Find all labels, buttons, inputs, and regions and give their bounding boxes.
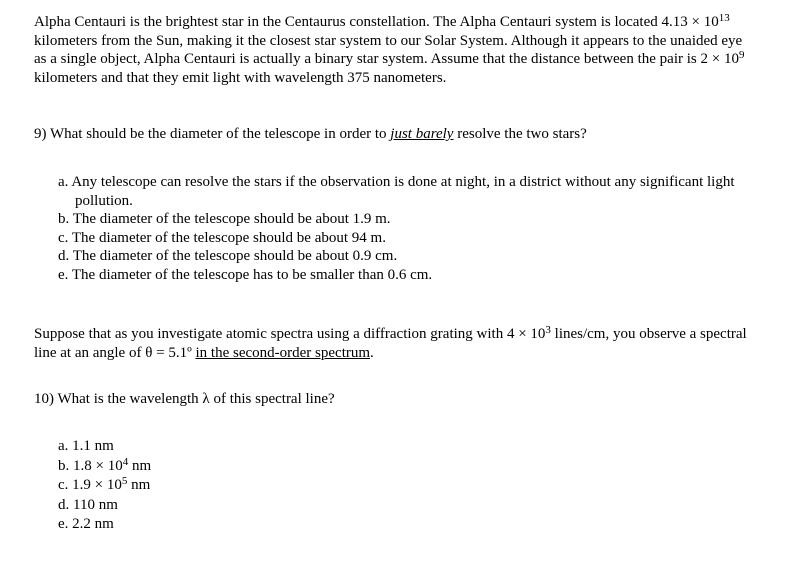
- question-10-option-e: [58, 515, 758, 534]
- option-d-value: d. 110 nm: [58, 496, 118, 513]
- question-9-emphasis: just barely: [390, 126, 454, 142]
- option-c-value: c. 1.9 × 10: [58, 477, 122, 493]
- question-9-prefix: 9) What should be the diameter of the telescope in order to: [34, 126, 391, 142]
- question-9: [34, 125, 754, 144]
- question-9-option-d: d. The diameter of the telescope should be about 0.9 cm.: [58, 248, 398, 264]
- intro-text-1: Alpha Centauri is the brightest star in the Centaurus constellation. The Alpha Centauri system is located 4.13 × 10: [34, 14, 719, 30]
- question-10-option-c: [58, 476, 758, 495]
- intro-text-3: kilometers and that they emit light with wavelength 375 nanometers.: [34, 69, 447, 86]
- option-c-unit: nm: [127, 477, 151, 493]
- option-c-exponent: 5: [121, 475, 128, 487]
- question-9-option-c: c. The diameter of the telescope should be about 94 m.: [58, 229, 386, 246]
- intro-text-2: kilometers from the Sun, making it the closest star system to our Solar System. Although it appears to the unaided eye as a single object, Alpha Centauri is actually a binary star system. Assume that the distance between the pair is 2 × 10: [34, 32, 743, 67]
- intro-paragraph: [34, 13, 754, 87]
- question-9-option-a: a. Any telescope can resolve the stars if the observation is done at night, in a district without any significant light pollution.: [58, 174, 735, 209]
- setup-underlined-phrase: in the second-order spectrum: [195, 344, 371, 361]
- setup-exponent: 3: [545, 324, 551, 336]
- question-10-option-b: [58, 457, 758, 476]
- option-a-value: a. 1.1 nm: [58, 438, 114, 454]
- question-10-option-a: [58, 437, 758, 456]
- question-10: 10) What is the wavelength λ of this spectral line?: [34, 391, 335, 407]
- option-b-unit: nm: [128, 457, 152, 474]
- intro-exponent-2: 9: [738, 49, 745, 61]
- option-b-value: b. 1.8 × 10: [58, 457, 123, 474]
- setup-text-2: lines/cm, you observe a spectral line at an angle of θ = 5.1º: [34, 326, 747, 361]
- question-10-option-d: [58, 496, 758, 515]
- option-b-exponent: 4: [122, 455, 129, 468]
- setup-text-3: .: [370, 344, 374, 361]
- question-10-options: [58, 437, 758, 535]
- question-9-option-e: e. The diameter of the telescope has to be smaller than 0.6 cm.: [58, 266, 433, 283]
- intro-exponent-1: 13: [718, 12, 730, 24]
- option-e-value: e. 2.2 nm: [58, 516, 114, 532]
- question-9-option-b: b. The diameter of the telescope should be about 1.9 m.: [58, 211, 391, 227]
- question-9-suffix: resolve the two stars?: [453, 126, 587, 142]
- setup-text-1: Suppose that as you investigate atomic spectra using a diffraction grating with 4 × 10: [34, 326, 546, 342]
- question-9-options: [58, 173, 758, 284]
- grating-setup-paragraph: [34, 325, 754, 362]
